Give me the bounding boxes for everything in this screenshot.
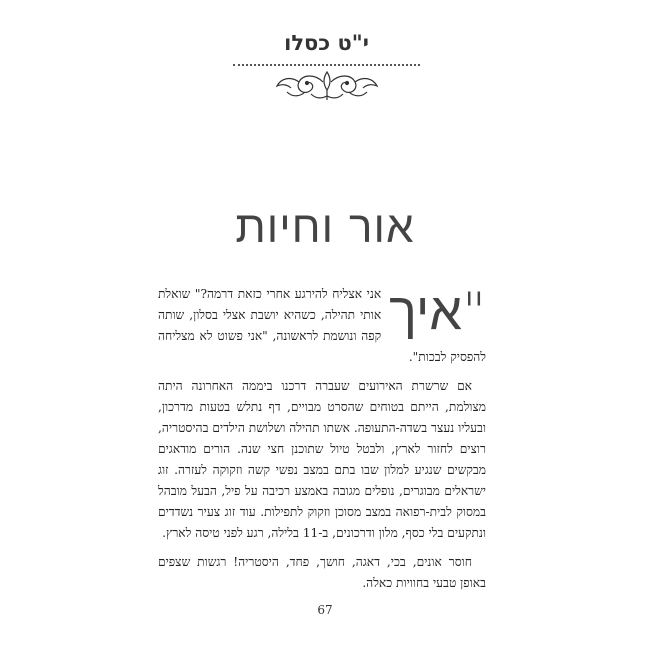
decorative-flourish-icon [267,70,387,102]
page-number: 67 [317,603,333,617]
paragraph-3: חוסר אונים, בכי, דאגה, חושך, פחד, היסטריה! רגשות שצפים באופן טבעי בחוויות כאלה. [158,555,486,590]
running-header [233,28,420,102]
paragraph-2: אם שרשרת האירועים שעברה דרכנו ביממה האחרונה היתה מצולמת, הייתם בטוחים שהסרט מבויים, דף נתלש בטעות מדרכון, ובעליו נעצר בשדה-התעופה. אשתו תהילה ושלושת הילדים בהיסטריה, רוצים לחזור לארץ, ולבטל טיול שתוכנן חצי שנה. הורים מודאגים מבקשים שנגיע למלון שבו בתם במצב נפשי קשה וזקוקה לעזרה. זוג ישראלים מבוגרים, נופלים מגובה באמצע רכיבה על פיל, הבעל מובהל במסוק לבית-רפואה במצב מסוכן וזקוק לתפילות. עוד זוג צעיר נשדדים ונתקעים בלי כסף, מלון ודרכונים, ב-11 בלילה, רגע לפני טיסה לארץ. [158,379,486,540]
header-date: י"ט כסלו [284,31,369,55]
paragraph-1-text: אני אצליח להירגע אחרי כזאת דרמה?" שואלת אותי תהילה, כשהיא יושבת אצלי בסלון, שותה קפה ונושמת לראשונה, "אני פשוט לא מצליחה להפסיק לבכות". [158,287,486,364]
chapter-body [158,284,486,602]
drop-cap: "איך [389,282,486,342]
chapter-title: אור וחיות [235,202,415,253]
paragraph-opening [158,284,486,368]
dotted-divider [233,64,420,66]
